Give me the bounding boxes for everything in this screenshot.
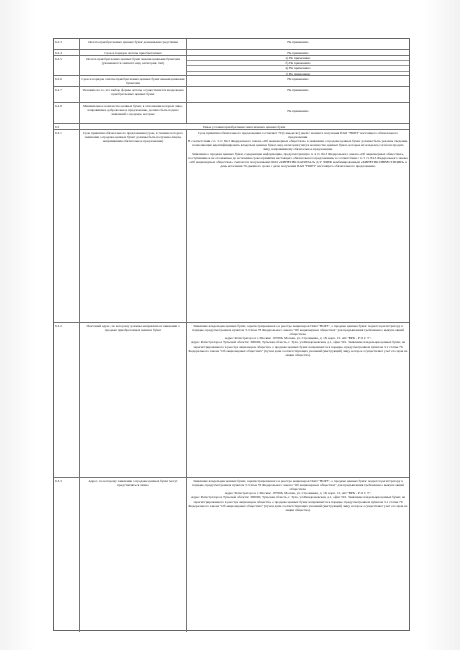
row-value-item: б) Не применимо [187,61,409,66]
row-value: Не применимо [287,50,309,55]
row-number: 6.2.6 [54,76,80,86]
table-row [54,130,409,323]
row-description: Срок и порядок оплаты приобретаемых ценных бумаг иными ценными бумагами [80,76,187,86]
row-description: Оплата приобретаемых ценных бумаг денежными средствами [80,39,187,49]
row-description: Срок и порядок оплаты приобретаемых [80,50,187,55]
row-number: 6.3.1 [54,130,80,322]
value-paragraph: Заявление владельцев ценных бумаг, зарегистрированного в реестре акционеров ПАО "НОРЗ", о продаже ценных бумаг подается регистратору в порядке, предусмотренном пунктом 3 статьи 76 Федерального закона "Об акционерных обществах" для предъявления требования о выкупе акций обществом. [192,323,404,336]
table-row [54,76,409,87]
row-description: Минимальное количество ценных бумаг, в отношении которых лицо, направившее добровольное предложение, должно быть подано заявлений о продаже, которые [80,103,187,123]
row-value-item: а) Не применимо [187,56,409,61]
table-row [54,56,409,76]
section-number: 6.3 [54,124,80,129]
row-value [187,478,409,632]
row-description: Почтовый адрес, по которому должны направляться заявления о продаже приобретаемых ценных бумаг [80,323,187,477]
row-number: 6.2.4 [54,50,80,55]
row-number: 6.3.2 [54,323,80,477]
value-paragraph: Заявление владельцев ценных бумаг, зарегистрированного в реестре акционеров ПАО "НОРЗ", о продаже ценных бумаг подается регистратору в порядке, предусмотренном пунктом 3 статьи 76 Федерального закона "Об акционерных обществах" для предъявления требования о выкупе акций обществом. [192,478,404,491]
row-number: 6.3.3 [54,478,80,632]
value-paragraph: Адрес Регистратора в г. Москве: 107996, Москва, ул. Стромынка, д. 18, корп. 13, АО "ВРК - Р О С Т". [224,491,372,496]
row-number: 6.2.8 [54,103,80,123]
row-value-item: в) Не применимо [187,66,409,71]
row-value-list [187,56,409,75]
table-row [54,87,409,103]
value-paragraph: В соответствии с п. 3 ст. 84.3 Федерального закона «Об акционерных обществах» в заявлении о продаже ценных бумаг должны быть указаны сведения, позволяющие идентифицировать владельца ценных бумаг, вид, категория (тип) и количество ценных бумаг, которые их владелец согласен продать лицу, направившему обязательное предложение. [188,139,408,152]
row-number: 6.2.3 [54,39,80,49]
row-value [187,130,409,322]
row-number: 6.2.5 [54,56,80,75]
row-value-item: г) Не применимо [285,71,311,75]
row-value [187,323,409,477]
conditions-table [53,38,410,631]
row-description: Оплата приобретаемых ценных бумаг иными ценными бумагами (указываются эмитент, вид, категория, тип) [80,56,187,75]
row-description: Срок принятия обязательного предложения (срок, в течение которого заявления о продаже ценных бумаг должны быть получены лицом, направившим обязательное предложение) [80,130,187,322]
row-value: Не применимо [287,87,309,92]
section-title: Иные условия приобретения эмиссионных ценных бумаг [203,124,286,129]
table-row [54,323,409,478]
row-value: Не применимо [287,39,309,44]
value-paragraph: Заявления о продаже ценных бумаг, содержащие информацию, предусмотренную п. 4 ст. 84.3 Федерального закона «Об акционерных обществах», поступившие и не отозванные до истечения срока принятия настоящего обязательного предложения, в соответствии с п. 5 ст. 84.3 Федерального закона «Об акционерных обществах» считаются полученными ООО «КИНЕТИК КАПИТАЛ» Д.У. ЗПИФ комбинированным «КИНЕТИК ИНВЕСТИЦИИ» в день истечения 70-дневного срока с даты получения ПАО "НОРЗ" настоящего обязательного предложения. [188,151,408,169]
table-row [54,39,409,50]
row-description: Адрес, по которому заявления о продаже ценных бумаг могут представляться лично [80,478,187,632]
value-paragraph: Адрес Регистратора в Тульской области: 300000, Тульская область, г. Тула, ул.Менделеевская, д.1, офис 501. Заявление владельцев ценных бумаг, не зарегистрированного в реестре акционеров общества, о продаже ценных бумаг направляется в порядке, предусмотренном пунктом 3.1 статьи 76 Федерального закона "Об акционерных обществах" (путем дачи соответствующих указаний (инструкций) лицу, которое осуществляет учет его прав на акции общества). [188,495,408,513]
table-row [54,103,409,124]
value-paragraph: Адрес Регистратора в Тульской области: 300000, Тульская область, г. Тула, ул.Менделеевская, д.1, офис 501. Заявление владельцев ценных бумаг, не зарегистрированного в реестре акционеров общества, о продаже ценных бумаг направляется в порядке, предусмотренном пунктом 3.1 статьи 76 Федерального закона "Об акционерных обществах" (путем дачи соответствующих указаний (инструкций) лицу, которое осуществляет учет его прав на акции общества). [188,340,408,358]
table-row [54,478,409,632]
row-value: Не применимо [287,109,309,113]
value-paragraph: Срок принятия обязательного предложения составляет 70 (Семьдесят) дней с момента получения ПАО "НОРЗ" настоящего обязательного предложения. [197,130,399,139]
row-number: 6.2.7 [54,87,80,102]
value-paragraph: Адрес Регистратора в г. Москве: 107996, Москва, ул. Стромынка, д. 18, корп. 13, АО "ВРК - Р О С Т". [224,336,372,341]
row-value: Не применимо [287,76,309,81]
row-description: Указание на то, что выбор формы оплаты осуществляется владельцем приобретаемых ценных бумаг [80,87,187,102]
